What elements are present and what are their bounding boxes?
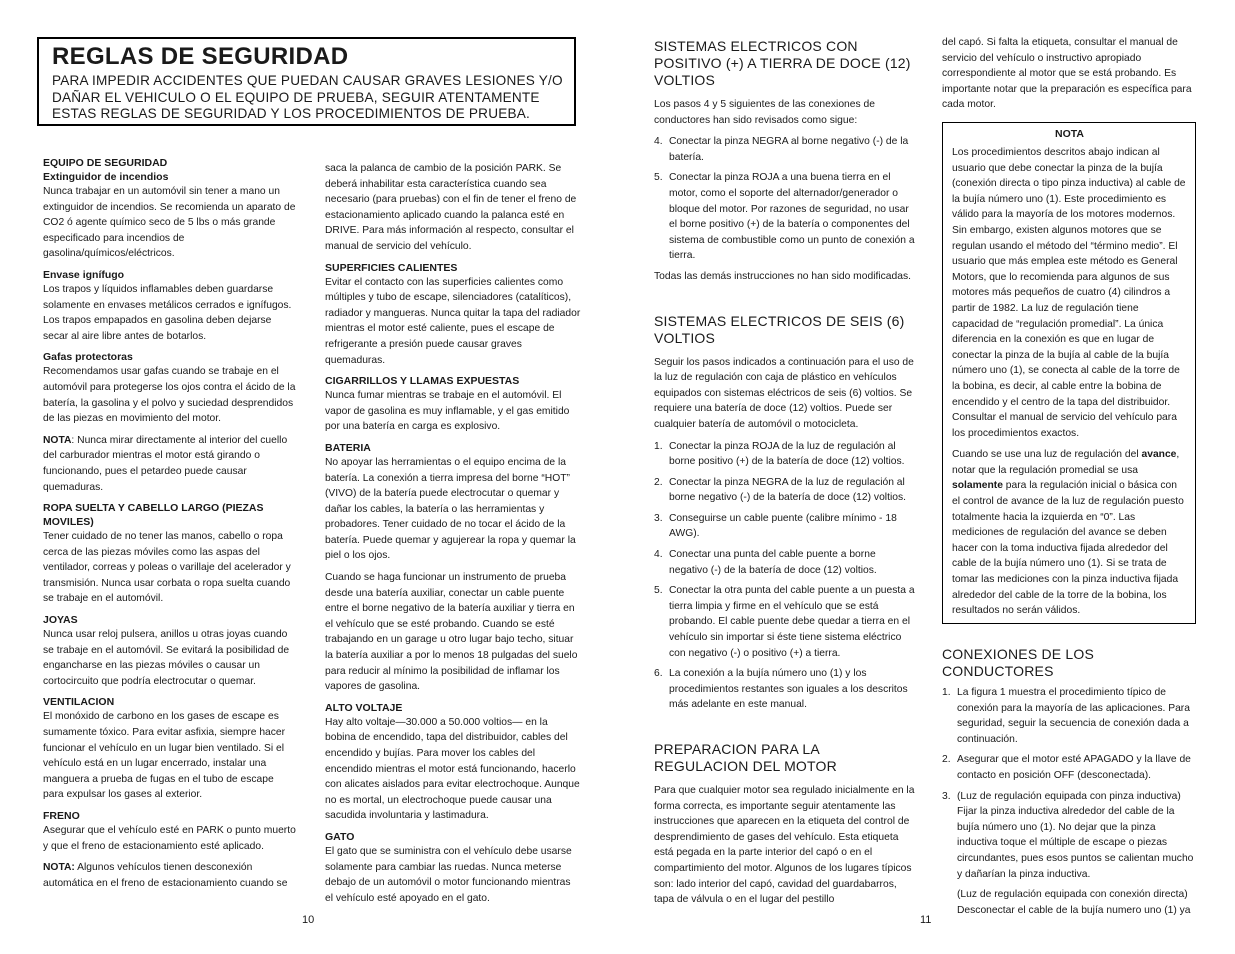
nota2-paragraph — [43, 860, 296, 891]
page-number-right: 11 — [920, 914, 932, 926]
superficies-heading: SUPERFICIES CALIENTES — [325, 261, 458, 274]
ropa-text: Tener cuidado de no tener las manos, cabello o ropa cerca de las piezas móviles como las aspas del ventilador, correas y poleas o varillaje del acelerador y transmisión. Nunca usar corbata o ropa suelta cuando se trabaje en el automóvil. — [43, 531, 291, 605]
ropa-heading: ROPA SUELTA Y CABELLO LARGO (PIEZAS MOVILES) — [43, 502, 264, 529]
freno-heading: FRENO — [43, 810, 80, 822]
ventilacion-text: El monóxido de carbono en los gases de escape es sumamente tóxico. Para evitar asfixia, siempre hacer funcionar el vehículo en un lugar bien ventilado. Si el vehículo está en un lugar encerrado, instalar una manguera a prueba de fugas en el tubo de escape para expulsar los gases al exterior. — [43, 711, 286, 801]
nota-text-1: Los procedimientos descritos abajo indican al usuario que debe conectar la pinza de la bujía (conexión directa o tipo pinza inductiva) al cable de la bujía número uno (1). Este procedimiento es válido para la mayoría de los motores modernos. Sin embargo, existen algunos motores que se regulan usando el método del “término medio”. El usuario que más emplea este método es General Motors, que lo recomienda para algunos de sus motores más pequeños de cuatro (4) cilindros a partir de 1982. La luz de regulación tiene capacidad de “regulación promedial”. La única diferencia en la conexión es que en lugar de conectar la pinza de la bujía al cable de la bujía número uno (1), se conecta al cable de la torre de la bobina, es decir, al cable entre la bobina de encendido y el centro de la tapa del distribuidor. Consultar el manual de servicio del vehículo para los procedimientos exactos. — [952, 147, 1186, 439]
conexiones-heading: CONEXIONES DE LOS CONDUCTORES — [942, 646, 1094, 679]
list-item: 3. (Luz de regulación equipada con pinza inductiva) Fijar la pinza inductiva alrededor del cable de la bujía número uno (1). No dejar que la pinza inductiva toque el múltiple de escape o piezas circundantes, pues esos puntos se calientan mucho y dañarían la pinza inductiva. — [942, 790, 1194, 880]
freno-text: Asegurar que el vehículo esté en PARK o punto muerto y que el freno de estacionamiento esté aplicado. — [43, 825, 296, 852]
sec1-footer: Todas las demás instrucciones no han sido modificadas. — [654, 270, 911, 282]
list-item: 1. La figura 1 muestra el procedimiento típico de conexión para la mayoría de las aplicaciones. Para seguridad, seguir la secuencia de conexión dada a continuación. — [942, 687, 1190, 745]
bateria-text-2: Cuando se haga funcionar un instrumento de prueba desde una batería auxiliar, conectar un cable puente entre el borne negativo de la batería auxiliar y tierra en el vehículo que se esté probando. Cuando se esté trabajando en un garage u otro lugar bajo techo, situar la batería auxiliar a por lo menos 18 pulgadas del suelo para reducir al mínimo la posibilidad de inflamar los vapores de gasolina. — [325, 572, 578, 693]
list-item: 3. Conseguirse un cable puente (calibre mínimo - 18 AWG). — [654, 512, 897, 540]
nota1-paragraph — [43, 433, 296, 495]
bateria-text: No apoyar las herramientas o el equipo encima de la batería. La conexión a tierra impresa del borne “HOT” (VIVO) de la batería puede electrocutar o quemar y dañar los cables, la batería o las herramientas y probadores. Tener cuidado de no tocar el ácido de la batería. Puede quemar y agujerear la ropa y quemar la piel o los ojos. — [325, 456, 576, 562]
list-item: 2. Conectar la pinza NEGRA de la luz de regulación al borne negativo (-) de la batería de doce (12) voltios. — [654, 476, 906, 504]
col2-cont-text: saca la palanca de cambio de la posición PARK. Se deberá inhabilitar esta característica cuando sea necesario (para pruebas) con el fin de tener el freno de estacionamiento aplicado cuando la palanca esté en DRIVE. Para más información al respecto, consultar el manual de servicio del vehículo. — [325, 163, 577, 252]
cigarrillos-text: Nunca fumar mientras se trabaje en el automóvil. El vapor de gasolina es muy inflamable, y el gas emitido por una batería en carga es explosivo. — [325, 390, 570, 433]
gato-heading: GATO — [325, 830, 355, 843]
conexiones-list — [942, 685, 1198, 882]
cigarrillos-heading: CIGARRILLOS Y LLAMAS EXPUESTAS — [325, 375, 520, 388]
gafas-text: Recomendamos usar gafas cuando se trabaje en el automóvil para protegerse los ojos contra el ácido de la batería, la gasolina y el polvo y suciedad desprendidos de las piezas en movimiento del motor. — [43, 366, 296, 425]
list-item: 5. Conectar la otra punta del cable puente a un puesta a tierra limpia y firme en el vehículo que se está probando. El cable puente debe quedar a tierra en el vehículo sin importar si éste tiene sistema eléctrico con negativo (-) o positivo (+) a tierra. — [654, 585, 915, 659]
gato-text: El gato que se suministra con el vehículo debe usarse solamente para cambiar las ruedas. Nunca meterse debajo de un automóvil o motor funcionando mientras el vehículo esté apoyado en el gato. — [325, 845, 572, 904]
sec1-list — [654, 134, 917, 264]
list-item: 5. Conectar la pinza ROJA a una buena tierra en el motor, como el soporte del alternador/generador o bloque del motor. Por razones de seguridad, no usar el borne positivo (+) de la batería o componentes del sistema de combustible como un punto de conexión a tierra. — [654, 172, 915, 262]
nota1-label: NOTA — [43, 434, 72, 446]
sec3-text: Para que cualquier motor sea regulado inicialmente en la forma correcta, es importante seguir atentamente las instrucciones que aparecen en la etiqueta del control de desprendimiento de gases del vehículo. Esta etiqueta está pegada en la parte interior del capó o en el compartimiento del motor. Algunos de los lugares típicos son: lado interior del capó, cavidad del guardabarros, tapa de válvula o en el lugar del pestillo — [654, 785, 915, 906]
page-number-left: 10 — [302, 914, 315, 926]
sec1-intro: Los pasos 4 y 5 siguientes de las conexiones de conductores han sido revisados como sigue: — [654, 99, 875, 126]
list-item: 6. La conexión a la bujía número uno (1) y los procedimientos restantes son iguales a los descritos más adelante en este manual. — [654, 668, 908, 711]
equipo-heading: EQUIPO DE SEGURIDAD — [43, 157, 168, 169]
sec2-heading: SISTEMAS ELECTRICOS DE SEIS (6) VOLTIOS — [654, 312, 905, 346]
alto-voltaje-text: Hay alto voltaje—30.000 a 50.000 voltios— en la bobina de encendido, tapa del distribuidor, cables del encendido y bujías. Para mover los cables del encendido mientras el motor está funcionando, hacerlo con alicates aislados para evitar electrochoque. Aunque no es mortal, un electrochoque puede causar una sacudida involuntaria y lastimadura. — [325, 716, 580, 822]
joyas-heading: JOYAS — [43, 614, 78, 627]
intro-warning: PARA IMPEDIR ACCIDENTES QUE PUEDAN CAUSAR GRAVES LESIONES Y/O DAÑAR EL VEHICULO O EL EQUIPO DE PRUEBA, SEGUIR ATENTAMENTE ESTAS REGLAS DE SEGURIDAD Y LOS PROCEDIMIENTOS DE PRUEBA. — [52, 73, 563, 121]
extinguidor-heading: Extinguidor de incendios — [43, 171, 169, 183]
bateria-heading: BATERIA — [325, 441, 371, 454]
nota-text-2: Cuando se use una luz de regulación del avance, notar que la regulación promedial se usa solamente para la regulación inicial o básica con el control de avance de la luz de regulación puesto totalmente hacia la izquierda en “0”. Las mediciones de regulación del avance se deben hacer con la toma inductiva fijada alrededor del cable de la bujía número uno (1). Si se trata de tomar las mediciones con la pinza inductiva fijada alrededor del cable de la torre de la bobina, los resultados no serán válidos. — [952, 449, 1184, 617]
sec2-list — [654, 439, 917, 714]
conexiones-sub: (Luz de regulación equipada con conexión directa) Desconectar el cable de la bujía numero uno (1) ya — [957, 889, 1191, 916]
nota-heading: NOTA — [1055, 128, 1084, 140]
column-4-lower — [942, 646, 1198, 924]
nota-box — [942, 122, 1196, 624]
list-item: 4. Conectar una punta del cable puente a borne negativo (-) de la batería de doce (12) voltios. — [654, 549, 877, 576]
envase-heading: Envase ignífugo — [43, 268, 125, 281]
list-item: 1. Conectar la pinza ROJA de la luz de regulación al borne positivo (+) de la batería de doce (12) voltios. — [654, 440, 905, 468]
page-title: REGLAS DE SEGURIDAD — [52, 43, 349, 70]
column-4 — [942, 35, 1198, 119]
title-box — [37, 37, 576, 126]
column-1 — [43, 156, 296, 897]
list-item: 4. Conectar la pinza NEGRA al borne negativo (-) de la batería. — [654, 136, 909, 163]
alto-voltaje-heading: ALTO VOLTAJE — [325, 701, 403, 714]
column-3 — [654, 38, 917, 914]
nota2-label: NOTA: — [43, 862, 75, 874]
column-2 — [325, 161, 581, 912]
envase-text: Los trapos y líquidos inflamables deben guardarse solamente en envases metálicos cerrados e ignífugos. Los trapos empapados en gasolina deben dejarse secar al aire libre antes de botarlos. — [43, 283, 292, 342]
nota1-text: : Nunca mirar directamente al interior del cuello del carburador mientras el motor está girando o funcionando, pues el petardeo puede causar quemaduras. — [43, 434, 288, 493]
joyas-text: Nunca usar reloj pulsera, anillos u otras joyas cuando se trabaje en el automóvil. Se evitará la posibilidad de engancharse en las piezas móviles o causar un cortocircuito que podría electrocutar o quemar. — [43, 629, 290, 687]
nota2-text: Algunos vehículos tienen desconexión automática en el freno de estacionamiento cuando se — [43, 862, 288, 889]
sec2-intro: Seguir los pasos indicados a continuación para el uso de la luz de regulación con caja de plástico en vehículos equipados con sistemas eléctricos de seis (6) voltios. Se requiere una batería de doce (12) voltios. Puede ser cualquier batería de automóvil o motocicleta. — [654, 356, 914, 430]
sec1-heading: SISTEMAS ELECTRICOS CON POSITIVO (+) A TIERRA DE DOCE (12) VOLTIOS — [654, 38, 911, 88]
superficies-text: Evitar el contacto con las superficies calientes como múltiples y tubo de escape, silenciadores (catalíticos), radiador y mangueras. Nunca quitar la tapa del radiador mientras el motor esté caliente, pues el escape de refrigerante a presión puede causar graves quemaduras. — [325, 276, 581, 366]
ventilacion-heading: VENTILACION — [43, 696, 115, 709]
extinguidor-text: Nunca trabajar en un automóvil sin tener a mano un extinguidor de incendios. Se recomienda un aparato de CO2 ó agente químico seco de 5 lbs o más grande especificado para incendios de gasolina/químicos/eléctricos. — [43, 186, 296, 260]
gafas-heading: Gafas protectoras — [43, 351, 133, 364]
col4-cont-text: del capó. Si falta la etiqueta, consultar el manual de servicio del vehículo o instructivo apropiado correspondiente al motor que se está probando. Es importante notar que la preparación es específica para cada motor. — [942, 37, 1192, 111]
list-item: 2. Asegurar que el motor esté APAGADO y la llave de contacto en posición OFF (desconectada). — [942, 754, 1191, 781]
sec3-heading: PREPARACION PARA LA REGULACION DEL MOTOR — [654, 741, 837, 774]
